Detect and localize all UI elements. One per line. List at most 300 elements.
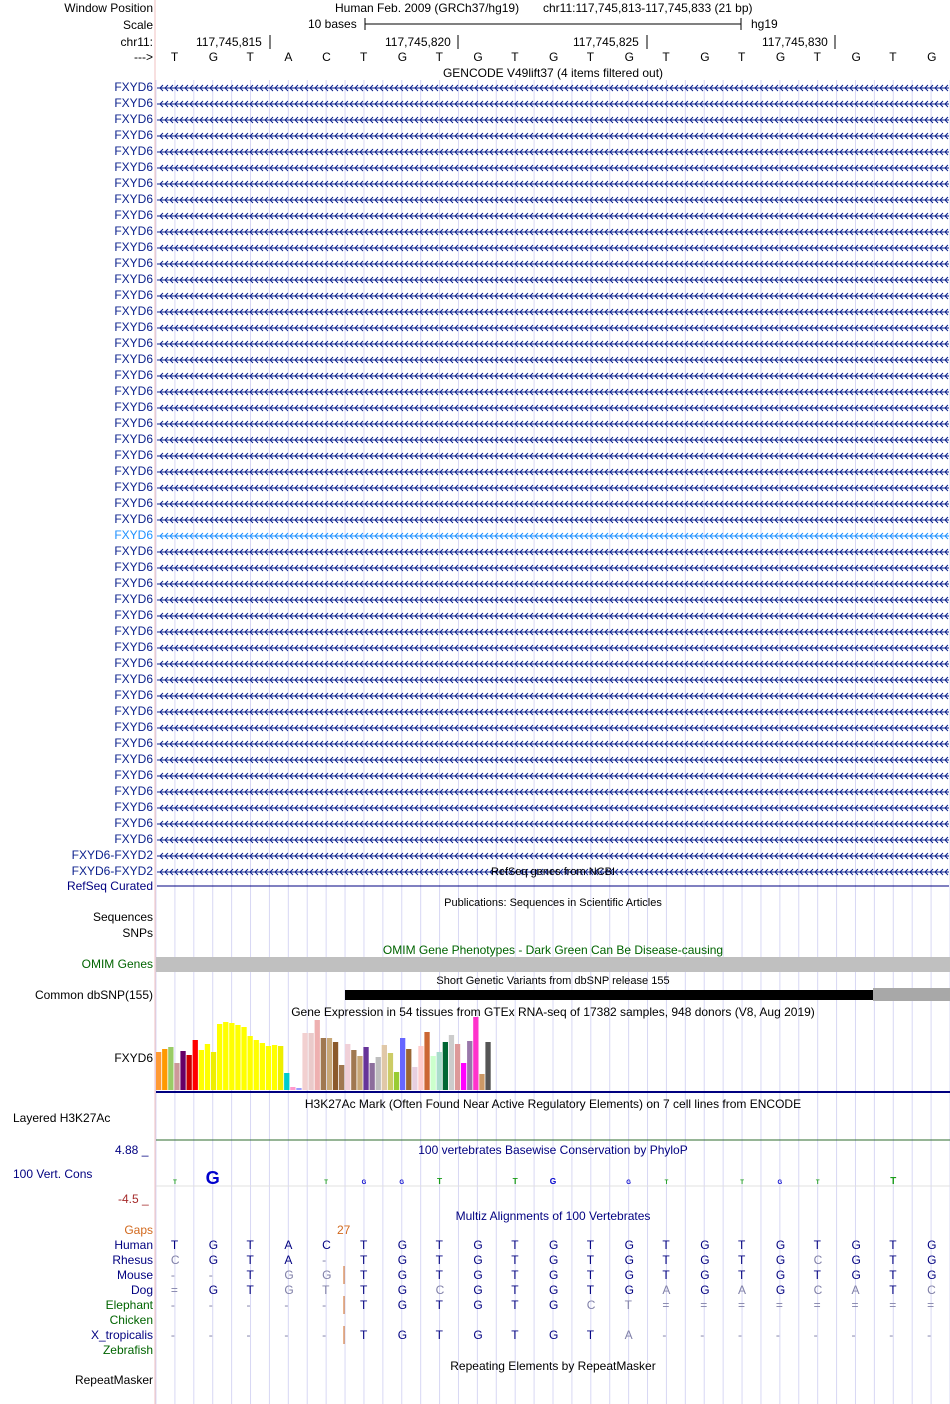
gtex-tissue-bar <box>156 1052 161 1090</box>
gene-label[interactable]: FXYD6 <box>114 672 153 686</box>
gtex-tissue-bar <box>388 1053 393 1090</box>
alignment-base: - <box>284 1298 289 1312</box>
gtex-tissue-bar <box>248 1036 253 1090</box>
alignment-base: - <box>208 1298 213 1312</box>
base-letter: T <box>889 50 897 64</box>
multiz-title: Multiz Alignments of 100 Vertebrates <box>455 1209 651 1223</box>
alignment-base: T <box>359 1268 368 1282</box>
alignment-base: T <box>359 1238 368 1252</box>
alignment-base: G <box>473 1298 483 1312</box>
gtex-tissue-bar <box>187 1055 192 1090</box>
species-label[interactable]: Rhesus <box>112 1253 153 1267</box>
alignment-base: - <box>208 1268 213 1282</box>
alignment-base: G <box>700 1283 710 1297</box>
gtex-tissue-bar <box>485 1042 490 1090</box>
gtex-tissue-bar <box>296 1088 301 1090</box>
gtex-tissue-bar <box>205 1044 210 1090</box>
gene-label[interactable]: FXYD6 <box>114 784 153 798</box>
phylop-base-glyph: T <box>890 1176 897 1187</box>
gtex-tissue-bar <box>254 1040 259 1090</box>
gene-label[interactable]: FXYD6 <box>114 336 153 350</box>
gtex-tissue-bar <box>394 1072 399 1090</box>
gene-label[interactable]: FXYD6 <box>114 160 153 174</box>
alignment-base: G <box>397 1268 408 1282</box>
base-letter: G <box>700 50 710 64</box>
alignment-base: G <box>927 1268 937 1282</box>
alignment-base: G <box>775 1268 786 1282</box>
scale-label[interactable]: Scale <box>122 18 153 32</box>
gene-label[interactable]: FXYD6 <box>114 512 153 526</box>
alignment-base: G <box>473 1328 483 1342</box>
alignment-base: T <box>359 1328 368 1342</box>
alignment-base: T <box>624 1298 632 1312</box>
alignment-base: T <box>662 1238 670 1252</box>
species-label[interactable]: X_tropicalis <box>90 1328 153 1342</box>
gtex-tissue-bar <box>235 1025 240 1090</box>
gtex-tissue-bar <box>180 1051 185 1090</box>
alignment-base: T <box>246 1268 254 1282</box>
base-letter: G <box>624 50 634 64</box>
gtex-tissue-bar <box>461 1063 466 1090</box>
alignment-base: T <box>813 1238 821 1252</box>
hg-label: hg19 <box>751 17 778 31</box>
alignment-base: G <box>473 1283 483 1297</box>
alignment-base: G <box>208 1283 219 1297</box>
alignment-base: A <box>738 1283 747 1297</box>
base-letter: G <box>549 50 559 64</box>
alignment-base: T <box>738 1268 746 1282</box>
species-label[interactable]: Elephant <box>105 1298 153 1312</box>
alignment-base: G <box>473 1238 483 1252</box>
gtex-tissue-bar <box>449 1035 454 1090</box>
alignment-base: = <box>700 1298 708 1312</box>
gtex-tissue-bar <box>479 1074 484 1090</box>
gene-label[interactable]: FXYD6 <box>114 176 153 190</box>
phylop-base-glyph: G <box>205 1168 220 1188</box>
alignment-base: - <box>246 1298 251 1312</box>
coord-tick-label: 117,745,825 <box>573 35 639 49</box>
alignment-base: G <box>700 1238 710 1252</box>
alignment-base: T <box>889 1238 897 1252</box>
alignment-base: G <box>397 1238 408 1252</box>
gtex-label[interactable]: FXYD6 <box>114 1051 153 1065</box>
alignment-base: G <box>473 1253 483 1267</box>
alignment-base: - <box>889 1328 894 1342</box>
gtex-tissue-bar <box>363 1047 368 1090</box>
alignment-base: G <box>624 1268 634 1282</box>
gene-label[interactable]: FXYD6 <box>114 144 153 158</box>
alignment-base: - <box>813 1328 818 1342</box>
gtex-tissue-bar <box>437 1052 442 1090</box>
alignment-base: C <box>927 1283 936 1297</box>
alignment-base: G <box>851 1253 861 1267</box>
gtex-tissue-bar <box>431 1056 436 1090</box>
gtex-tissue-bar <box>351 1050 356 1090</box>
alignment-base: T <box>435 1253 443 1267</box>
alignment-base: G <box>397 1253 408 1267</box>
gtex-tissue-bar <box>272 1045 277 1090</box>
base-letter: C <box>322 50 331 64</box>
gene-label[interactable]: FXYD6 <box>114 656 153 670</box>
gtex-tissue-bar <box>345 1044 350 1090</box>
base-letter: G <box>851 50 861 64</box>
gtex-tissue-bar <box>321 1038 326 1090</box>
gtex-tissue-bar <box>424 1032 429 1090</box>
phylop-min-label: -4.5 _ <box>118 1192 149 1206</box>
base-letter: T <box>813 50 821 64</box>
gtex-tissue-bar <box>266 1046 271 1090</box>
gtex-tissue-bar <box>162 1049 167 1090</box>
assembly-text: Human Feb. 2009 (GRCh37/hg19) <box>335 1 520 15</box>
alignment-base: T <box>511 1253 519 1267</box>
gtex-tissue-bar <box>370 1063 375 1090</box>
gene-label[interactable]: FXYD6 <box>114 480 153 494</box>
position-text: chr11:117,745,813-117,745,833 (21 bp) <box>543 1 753 15</box>
alignment-base: A <box>851 1283 860 1297</box>
alignment-base: T <box>586 1268 595 1282</box>
gtex-tissue-bar <box>406 1049 411 1090</box>
phylop-base-glyph: G <box>626 1180 631 1186</box>
alignment-base: G <box>549 1238 559 1252</box>
alignment-base: - <box>170 1328 175 1342</box>
gap-count: 27 <box>337 1223 351 1237</box>
publications-label-sequences[interactable]: Sequences <box>92 910 153 924</box>
alignment-base: T <box>586 1238 595 1252</box>
gene-label[interactable]: FXYD6 <box>114 720 153 734</box>
alignment-base: = <box>738 1298 746 1312</box>
alignment-base: = <box>889 1298 897 1312</box>
gene-label[interactable]: FXYD6 <box>114 592 153 606</box>
alignment-base: T <box>586 1253 595 1267</box>
base-letter: T <box>662 50 670 64</box>
gtex-tissue-bar <box>211 1052 216 1090</box>
gene-label[interactable]: FXYD6 <box>114 112 153 126</box>
alignment-base: A <box>284 1253 293 1267</box>
alignment-base: C <box>435 1283 445 1297</box>
alignment-base: T <box>435 1268 443 1282</box>
coord-tick-label: 117,745,830 <box>762 35 828 49</box>
repeatmasker-label[interactable]: RepeatMasker <box>74 1373 153 1387</box>
phylop-max-label: 4.88 _ <box>115 1143 149 1157</box>
alignment-base: G <box>208 1253 219 1267</box>
gtex-tissue-bar <box>473 1017 478 1090</box>
gtex-tissue-bar <box>241 1027 246 1090</box>
gene-label[interactable]: FXYD6 <box>114 544 153 558</box>
alignment-base: = <box>170 1283 178 1297</box>
gene-label[interactable]: FXYD6 <box>114 224 153 238</box>
gene-label[interactable]: FXYD6 <box>114 208 153 222</box>
alignment-base: G <box>700 1268 710 1282</box>
alignment-base: T <box>435 1238 443 1252</box>
gene-label[interactable]: FXYD6 <box>114 800 153 814</box>
alignment-base: = <box>851 1298 859 1312</box>
gtex-tissue-bar <box>376 1057 381 1090</box>
gene-label[interactable]: FXYD6-FXYD2 <box>71 848 153 862</box>
gene-label[interactable]: FXYD6 <box>114 560 153 574</box>
gene-label[interactable]: FXYD6 <box>114 384 153 398</box>
gtex-tissue-bar <box>168 1047 173 1090</box>
base-letter: G <box>927 50 937 64</box>
alignment-base: - <box>246 1328 251 1342</box>
base-letter: G <box>208 50 219 64</box>
alignment-base: G <box>284 1268 294 1282</box>
alignment-base: G <box>549 1253 559 1267</box>
gtex-tissue-bar <box>284 1073 289 1090</box>
alignment-base: G <box>397 1328 408 1342</box>
alignment-base: - <box>927 1328 932 1342</box>
alignment-base: A <box>284 1238 293 1252</box>
phylop-base-glyph: T <box>512 1176 518 1186</box>
gene-label[interactable]: FXYD6 <box>114 736 153 750</box>
species-label[interactable]: Chicken <box>109 1313 153 1327</box>
gene-label[interactable]: FXYD6 <box>114 272 153 286</box>
alignment-base: - <box>322 1253 327 1267</box>
phylop-base-glyph: G <box>361 1180 367 1186</box>
alignment-base: T <box>170 1238 179 1252</box>
gene-label[interactable]: FXYD6 <box>114 464 153 478</box>
gtex-tissue-bar <box>333 1042 338 1090</box>
alignment-base: A <box>624 1328 633 1342</box>
alignment-base: G <box>851 1268 861 1282</box>
alignment-base: - <box>322 1328 327 1342</box>
gtex-tissue-bar <box>315 1020 320 1090</box>
gene-label[interactable]: FXYD6 <box>114 96 153 110</box>
gene-label[interactable]: FXYD6 <box>114 752 153 766</box>
omim-label[interactable]: OMIM Genes <box>81 957 153 971</box>
gene-label[interactable]: FXYD6-FXYD2 <box>71 864 153 878</box>
alignment-base: - <box>208 1328 213 1342</box>
gene-label[interactable]: FXYD6 <box>114 80 153 94</box>
alignment-base: T <box>889 1283 897 1297</box>
gene-label[interactable]: FXYD6 <box>114 624 153 638</box>
gene-label[interactable]: FXYD6 <box>114 528 153 542</box>
gene-label[interactable]: FXYD6 <box>114 448 153 462</box>
phylop-title: 100 vertebrates Basewise Conservation by PhyloP <box>418 1143 688 1157</box>
base-letter: G <box>473 50 483 64</box>
refseq-title: RefSeq genes from NCBI <box>490 866 616 878</box>
gene-label[interactable]: FXYD6 <box>114 432 153 446</box>
alignment-base: T <box>322 1283 330 1297</box>
base-letter: T <box>359 50 368 64</box>
gene-label[interactable]: FXYD6 <box>114 416 153 430</box>
h3k27ac-title: H3K27Ac Mark (Often Found Near Active Regulatory Elements) on 7 cell lines from ENCODE <box>304 1097 802 1111</box>
alignment-base: G <box>549 1268 559 1282</box>
alignment-base: = <box>927 1298 935 1312</box>
alignment-base: G <box>284 1283 294 1297</box>
phylop-base-glyph: G <box>549 1176 557 1186</box>
gene-label[interactable]: FXYD6 <box>114 768 153 782</box>
base-letter: G <box>397 50 408 64</box>
gtex-tissue-bar <box>467 1041 472 1090</box>
gene-label[interactable]: FXYD6 <box>114 688 153 702</box>
gene-label[interactable]: FXYD6 <box>114 816 153 830</box>
gene-label[interactable]: FXYD6 <box>114 576 153 590</box>
gtex-tissue-bar <box>217 1024 222 1090</box>
alignment-base: G <box>624 1253 634 1267</box>
gene-label[interactable]: FXYD6 <box>114 832 153 846</box>
alignment-base: G <box>549 1298 559 1312</box>
alignment-base: T <box>435 1328 443 1342</box>
gene-label[interactable]: FXYD6 <box>114 256 153 270</box>
gtex-tissue-bar <box>327 1038 332 1090</box>
gene-label[interactable]: FXYD6 <box>114 368 153 382</box>
alignment-base: C <box>322 1238 331 1252</box>
phylop-base-glyph: G <box>399 1180 405 1186</box>
base-letter: G <box>775 50 786 64</box>
alignment-base: G <box>322 1268 332 1282</box>
alignment-base: G <box>624 1238 634 1252</box>
base-letter: T <box>435 50 443 64</box>
alignment-base: - <box>170 1268 175 1282</box>
gene-label[interactable]: FXYD6 <box>114 304 153 318</box>
omim-title: OMIM Gene Phenotypes - Dark Green Can Be Disease-causing <box>382 943 724 957</box>
gene-label[interactable]: FXYD6 <box>114 320 153 334</box>
alignment-base: T <box>662 1253 670 1267</box>
alignment-base: T <box>889 1253 897 1267</box>
gaps-label[interactable]: Gaps <box>124 1223 153 1237</box>
alignment-base: T <box>359 1283 368 1297</box>
alignment-base: G <box>397 1283 408 1297</box>
phylop-base-glyph: G <box>777 1180 783 1186</box>
gene-label[interactable]: FXYD6 <box>114 192 153 206</box>
alignment-base: T <box>246 1283 254 1297</box>
alignment-base: C <box>813 1253 823 1267</box>
phylop-base-glyph: T <box>437 1176 443 1186</box>
gtex-tissue-bar <box>357 1056 362 1090</box>
gtex-tissue-bar <box>418 1046 423 1090</box>
alignment-base: T <box>511 1268 519 1282</box>
chr-label[interactable]: chr11: <box>120 35 153 49</box>
alignment-base: - <box>322 1298 327 1312</box>
gene-label[interactable]: FXYD6 <box>114 240 153 254</box>
species-label[interactable]: Human <box>114 1238 153 1252</box>
gene-label[interactable]: FXYD6 <box>114 640 153 654</box>
coord-tick-label: 117,745,820 <box>385 35 451 49</box>
dbsnp-label[interactable]: Common dbSNP(155) <box>34 988 153 1002</box>
alignment-base: = <box>813 1298 821 1312</box>
gtex-tissue-bar <box>290 1087 295 1090</box>
refseq-label[interactable]: RefSeq Curated <box>66 879 153 893</box>
gtex-title: Gene Expression in 54 tissues from GTEx RNA-seq of 17382 samples, 948 donors (V8, Aug 2019) <box>291 1005 815 1019</box>
alignment-base: T <box>738 1253 746 1267</box>
alignment-base: - <box>170 1298 175 1312</box>
gtex-tissue-bar <box>229 1023 234 1090</box>
alignment-base: T <box>511 1298 519 1312</box>
gene-label[interactable]: FXYD6 <box>114 608 153 622</box>
gtex-tissue-bar <box>400 1038 405 1090</box>
phylop-base-glyph: T <box>173 1180 177 1186</box>
strand-arrow-label[interactable]: ---> <box>134 50 153 64</box>
base-letter: A <box>284 50 293 64</box>
publications-label-snps[interactable]: SNPs <box>122 926 153 940</box>
alignment-base: G <box>775 1253 786 1267</box>
alignment-base: G <box>208 1238 219 1252</box>
omim-band <box>156 957 950 972</box>
dbsnp-variant-bar-grey <box>873 988 950 1001</box>
coord-tick-label: 117,745,815 <box>196 35 262 49</box>
base-letter: T <box>738 50 746 64</box>
alignment-base: = <box>775 1298 783 1312</box>
alignment-base: C <box>813 1283 823 1297</box>
alignment-base: = <box>662 1298 670 1312</box>
alignment-base: T <box>359 1253 368 1267</box>
gtex-tissue-bar <box>193 1040 198 1090</box>
gene-label[interactable]: FXYD6 <box>114 352 153 366</box>
gtex-tissue-bar <box>199 1050 204 1090</box>
gtex-tissue-bar <box>339 1065 344 1090</box>
alignment-base: C <box>170 1253 180 1267</box>
phylop-base-glyph: T <box>664 1180 669 1186</box>
gene-label[interactable]: FXYD6 <box>114 400 153 414</box>
alignment-base: T <box>359 1298 368 1312</box>
gtex-tissue-bar <box>174 1063 179 1090</box>
gtex-tissue-bar <box>278 1046 283 1090</box>
window-position-label[interactable]: Window Position <box>64 1 153 15</box>
gtex-tissue-bar <box>309 1033 314 1090</box>
phylop-label[interactable]: 100 Vert. Cons <box>13 1167 93 1181</box>
alignment-base: T <box>889 1268 897 1282</box>
alignment-base: T <box>511 1283 519 1297</box>
alignment-base: G <box>775 1238 786 1252</box>
dbsnp-title: Short Genetic Variants from dbSNP release 155 <box>436 975 670 987</box>
repeatmasker-title: Repeating Elements by RepeatMasker <box>450 1359 656 1373</box>
alignment-base: - <box>775 1328 780 1342</box>
species-label[interactable]: Dog <box>130 1283 153 1297</box>
base-letter: T <box>170 50 179 64</box>
scale-text: 10 bases <box>308 17 357 31</box>
alignment-base: - <box>284 1328 289 1342</box>
alignment-base: G <box>851 1238 861 1252</box>
alignment-base: - <box>851 1328 856 1342</box>
alignment-base: G <box>775 1283 786 1297</box>
alignment-base: G <box>473 1268 483 1282</box>
alignment-base: T <box>738 1238 746 1252</box>
alignment-base: - <box>662 1328 667 1342</box>
alignment-base: - <box>738 1328 743 1342</box>
gene-label[interactable]: FXYD6 <box>114 128 153 142</box>
species-label[interactable]: Mouse <box>116 1268 153 1282</box>
gtex-tissue-bar <box>223 1022 228 1090</box>
alignment-base: T <box>511 1328 519 1342</box>
alignment-base: T <box>586 1283 595 1297</box>
gencode-title: GENCODE V49lift37 (4 items filtered out) <box>442 66 664 80</box>
base-letter: T <box>511 50 519 64</box>
alignment-base: - <box>700 1328 705 1342</box>
alignment-base: T <box>511 1238 519 1252</box>
alignment-base: G <box>927 1253 937 1267</box>
species-label[interactable]: Zebrafish <box>102 1343 153 1357</box>
alignment-base: T <box>246 1238 254 1252</box>
alignment-base: G <box>700 1253 710 1267</box>
publications-title: Publications: Sequences in Scientific Articles <box>444 897 662 909</box>
h3k27ac-label[interactable]: Layered H3K27Ac <box>13 1111 111 1125</box>
alignment-base: G <box>397 1298 408 1312</box>
alignment-base: G <box>624 1283 634 1297</box>
alignment-base: G <box>549 1328 559 1342</box>
gtex-tissue-bar <box>382 1045 387 1090</box>
alignment-base: T <box>586 1328 595 1342</box>
alignment-base: C <box>586 1298 596 1312</box>
gene-label[interactable]: FXYD6 <box>114 496 153 510</box>
gene-label[interactable]: FXYD6 <box>114 288 153 302</box>
gtex-tissue-bar <box>302 1033 307 1090</box>
alignment-base: T <box>662 1268 670 1282</box>
gene-label[interactable]: FXYD6 <box>114 704 153 718</box>
alignment-base: G <box>549 1283 559 1297</box>
gtex-tissue-bar <box>412 1067 417 1090</box>
alignment-base: G <box>927 1238 937 1252</box>
phylop-base-glyph: T <box>324 1180 328 1186</box>
